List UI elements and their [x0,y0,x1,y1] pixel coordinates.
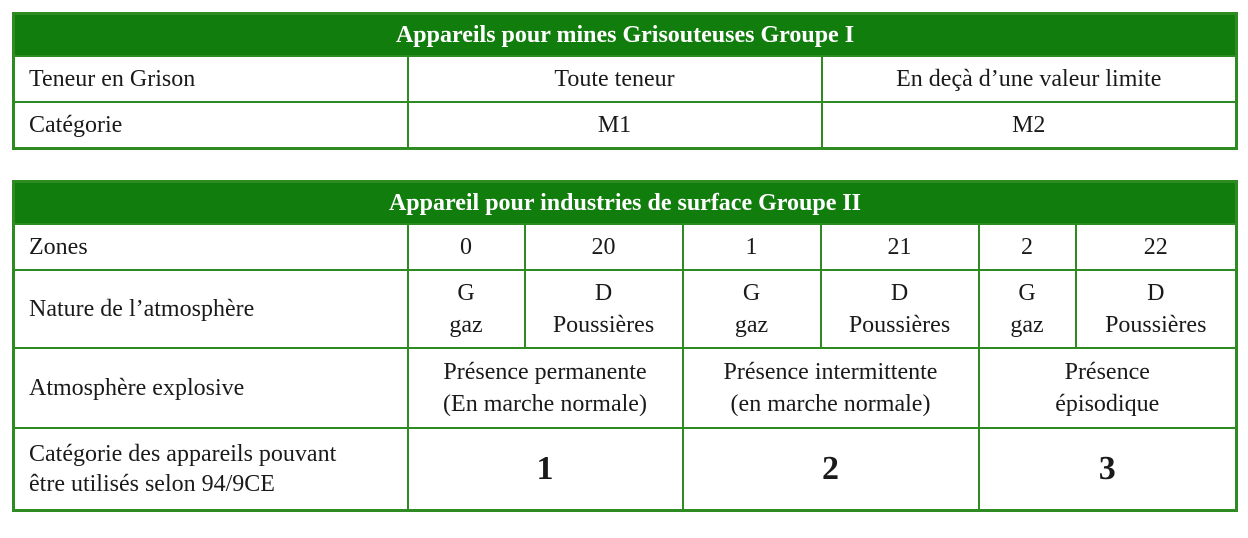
table-row [14,56,1237,102]
table-cell: En deçà d’une valeur limite [822,56,1237,102]
table-row [14,348,1237,428]
zone-cell: 20 [525,224,683,270]
table-row [14,224,1237,270]
zone-cell: 2 [979,224,1076,270]
atmosphere-cell: Présence intermittente (en marche normale) [683,348,979,428]
row-label: Teneur en Grison [14,56,408,102]
nature-cell: D Poussières [821,270,979,348]
table-row [14,270,1237,348]
category-value: 3 [979,428,1237,511]
atmosphere-cell: Présence épisodique [979,348,1237,428]
row-label: Atmosphère explosive [14,348,408,428]
row-label: Catégorie [14,102,408,149]
nature-cell: G gaz [683,270,821,348]
row-label: Zones [14,224,408,270]
group-1-title: Appareils pour mines Grisouteuses Groupe I [14,14,1237,57]
category-value: 2 [683,428,979,511]
zone-cell: 0 [408,224,525,270]
group-1-table [12,12,1238,150]
table-row [14,102,1237,149]
table-cell: M1 [408,102,822,149]
nature-cell: D Poussières [525,270,683,348]
zone-cell: 21 [821,224,979,270]
nature-cell: G gaz [979,270,1076,348]
zone-cell: 22 [1076,224,1237,270]
nature-cell: G gaz [408,270,525,348]
table-cell: Toute teneur [408,56,822,102]
group-2-table [12,180,1238,512]
row-label: Nature de l’atmosphère [14,270,408,348]
zone-cell: 1 [683,224,821,270]
table-row [14,428,1237,511]
row-label: Catégorie des appareils pouvant être utilisés selon 94/9CE [14,428,408,511]
table-cell: M2 [822,102,1237,149]
group-2-title: Appareil pour industries de surface Groupe II [14,182,1237,225]
category-value: 1 [408,428,683,511]
nature-cell: D Poussières [1076,270,1237,348]
atmosphere-cell: Présence permanente (En marche normale) [408,348,683,428]
